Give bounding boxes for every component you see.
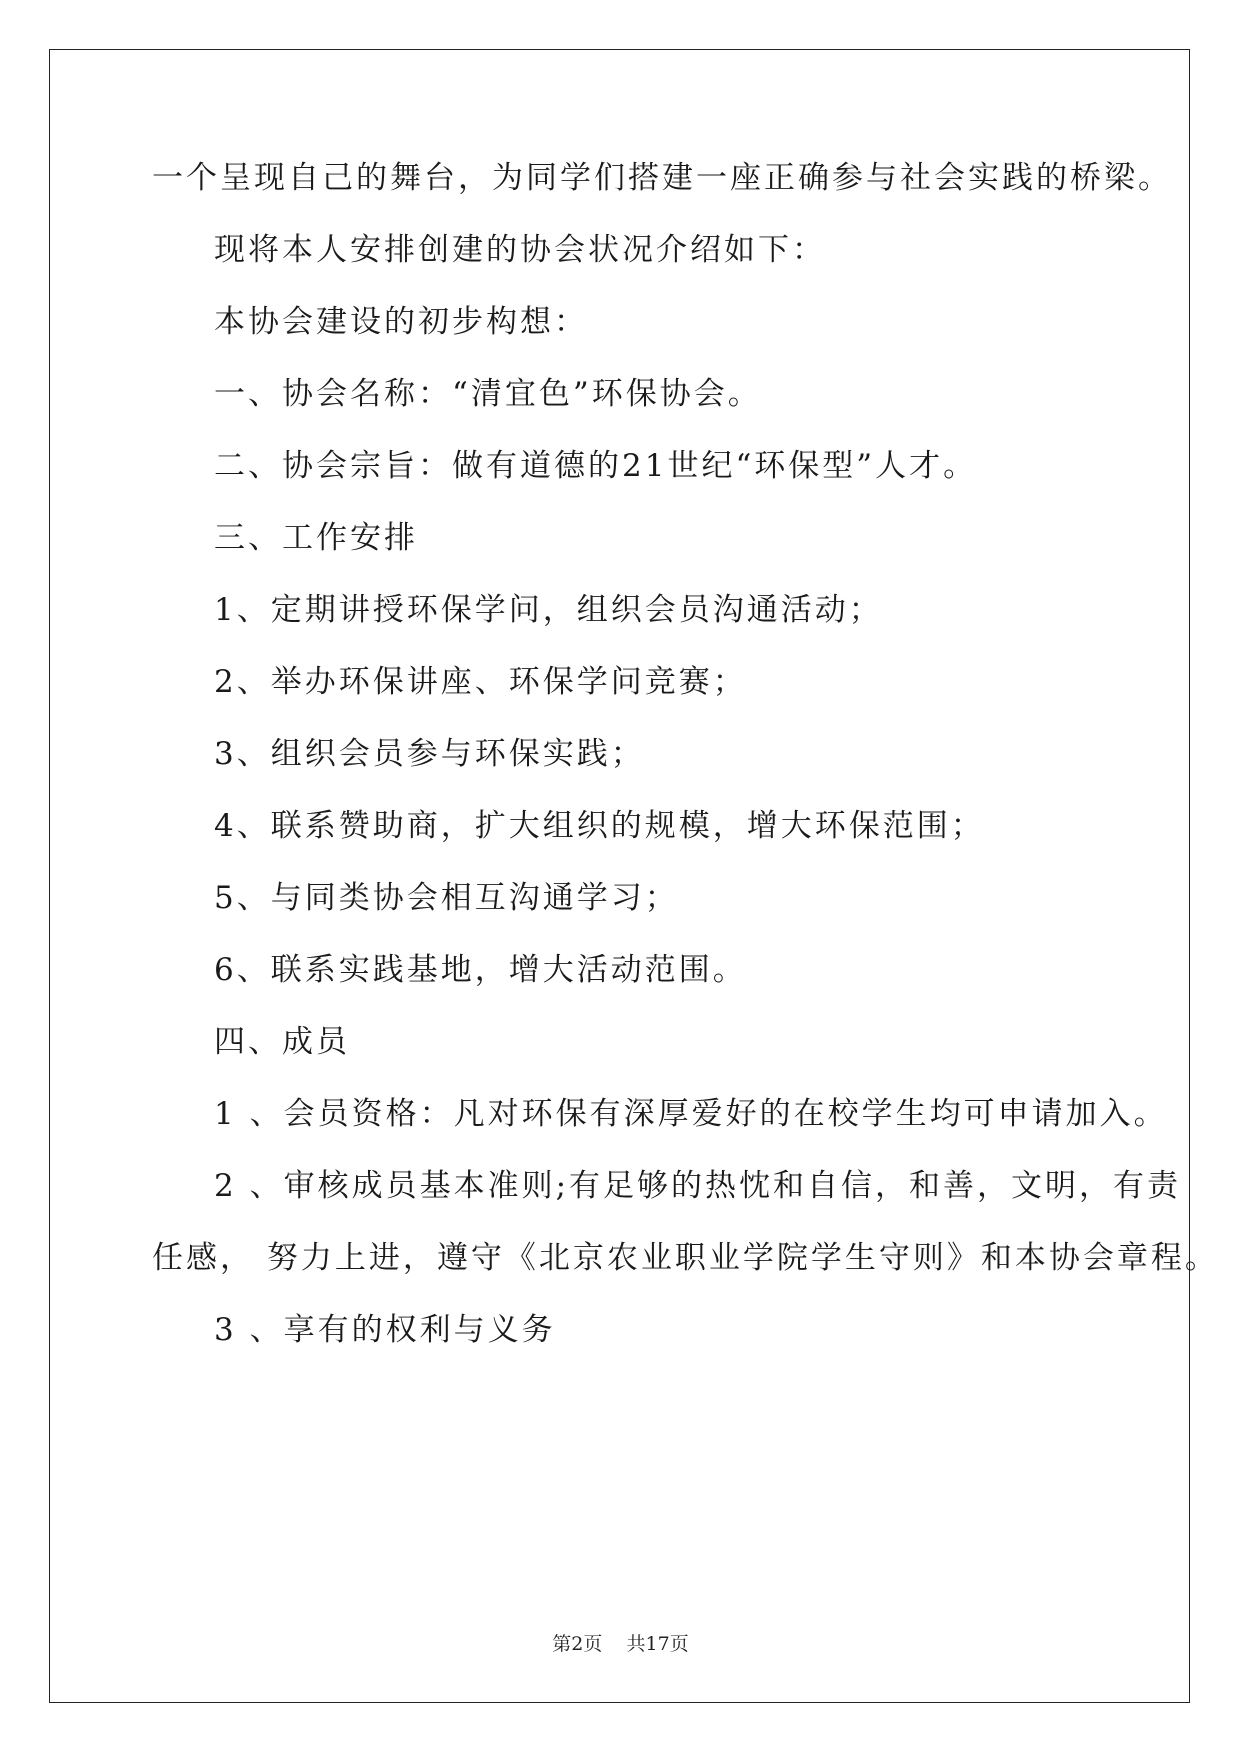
text-line: 二、协会宗旨：做有道德的21世纪“环保型”人才。 [214,448,978,484]
list-item: 4、联系赞助商，扩大组织的规模，增大环保范围； [214,808,985,844]
text-line: 一个呈现自己的舞台，为同学们搭建一座正确参与社会实践的桥梁。 [152,160,1172,196]
list-item: 6、联系实践基地，增大活动范围。 [214,952,747,988]
page-number-footer: 第2页 共17页 [552,1633,689,1655]
text-line: 现将本人安排创建的协会状况介绍如下： [214,232,826,268]
list-item: 3 、享有的权利与义务 [214,1312,556,1348]
text-line: 一、协会名称：“清宜色”环保协会。 [214,376,762,412]
text-line: 本协会建设的初步构想： [214,304,588,340]
list-item: 2 、审核成员基本准则;有足够的热忱和自信，和善，文明，有责 [214,1168,1182,1204]
page-border [49,49,1190,1703]
list-item: 3、组织会员参与环保实践； [214,736,645,772]
list-item: 2、举办环保讲座、环保学问竞赛； [214,664,747,700]
list-item: 1、定期讲授环保学问，组织会员沟通活动； [214,592,883,628]
section-heading: 三、工作安排 [214,520,418,556]
text-line: 任感， 努力上进，遵守《北京农业职业学院学生守则》和本协会章程。 [152,1240,1219,1276]
list-item: 5、与同类协会相互沟通学习； [214,880,679,916]
list-item: 1 、会员资格：凡对环保有深厚爱好的在校学生均可申请加入。 [214,1096,1168,1132]
section-heading: 四、成员 [214,1024,350,1060]
